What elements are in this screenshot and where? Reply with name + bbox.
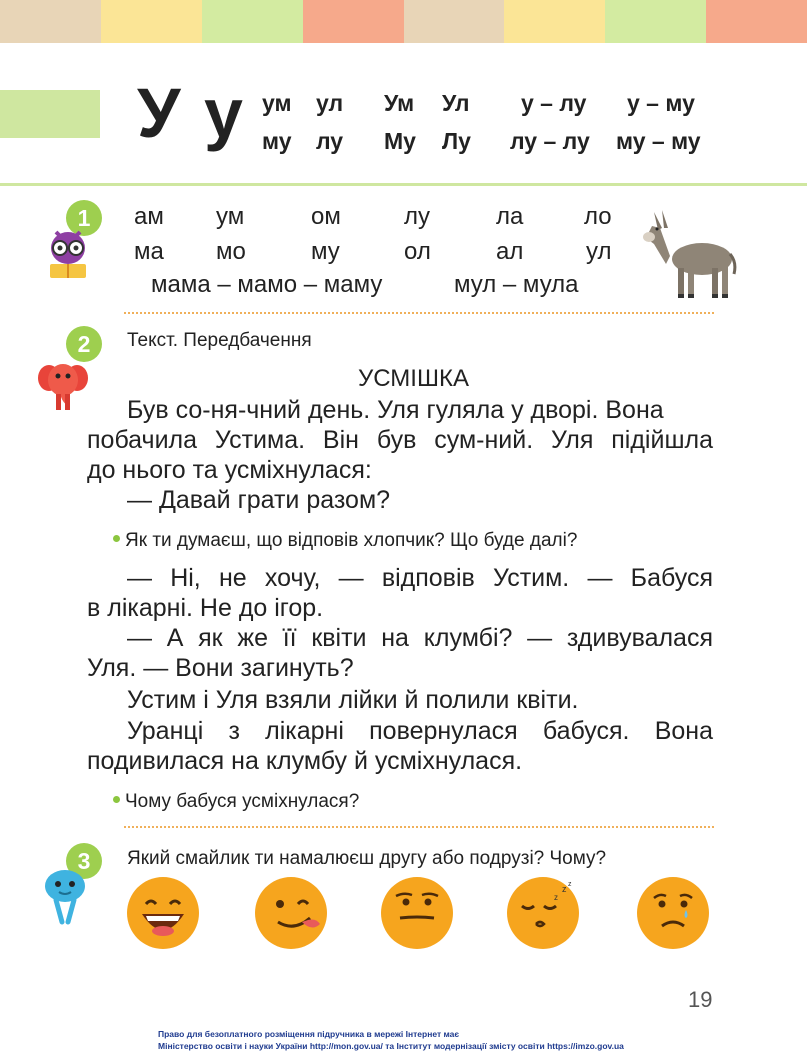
syllable: Му bbox=[384, 128, 416, 154]
story-line: подивилася на клумбу й усміхнулася. bbox=[87, 747, 523, 775]
word-chain: мул – мула bbox=[454, 271, 579, 298]
syllable: ам bbox=[134, 203, 164, 230]
story-line-text: — А як же її квіти на клумбі? — здивувалася bbox=[127, 624, 713, 652]
syllable: у – лу bbox=[521, 90, 587, 116]
neutral-smiley-icon[interactable] bbox=[380, 876, 454, 950]
question-text: Чому бабуся усміхнулася? bbox=[125, 791, 360, 812]
question-line bbox=[113, 530, 577, 552]
footer-line: Право для безоплатного розміщення підручника в мережі Інтернет має bbox=[158, 1029, 460, 1039]
story-line-text: побачила Устима. Він був сум-ний. Уля підійшла bbox=[87, 426, 713, 454]
syllable: ум bbox=[216, 203, 245, 230]
syllable: мо bbox=[216, 238, 246, 265]
syllable: лу bbox=[316, 128, 344, 154]
syllable: ул bbox=[586, 238, 612, 265]
exercise-number: 2 bbox=[66, 326, 102, 362]
story-line bbox=[127, 716, 713, 746]
blue-character-icon bbox=[40, 866, 90, 926]
strip-segment bbox=[605, 0, 706, 43]
syllable: Ул bbox=[442, 90, 470, 116]
red-elephant-character-icon bbox=[36, 354, 90, 414]
strip-segment bbox=[101, 0, 202, 43]
syllable: му bbox=[262, 128, 292, 154]
story-line bbox=[127, 563, 713, 593]
syllable: Ум bbox=[384, 90, 415, 116]
strip-segment bbox=[303, 0, 404, 43]
story-line: Устим і Уля взяли лійки й полили квіти. bbox=[127, 686, 579, 714]
exercise-question: Який смайлик ти намалюєш другу або подрузі? Чому? bbox=[127, 848, 607, 869]
syllable: ал bbox=[496, 238, 524, 265]
laughing-smiley-icon[interactable] bbox=[126, 876, 200, 950]
story-line-text: — Ні, не хочу, — відповів Устим. — Бабуся bbox=[127, 564, 713, 592]
syllable: лу – лу bbox=[510, 128, 590, 154]
story-title: УСМІШКА bbox=[358, 365, 469, 392]
syllable: ом bbox=[311, 203, 341, 230]
story-line-text: Уранці з лікарні повернулася бабуся. Вона bbox=[127, 717, 713, 745]
strip-segment bbox=[0, 0, 101, 43]
story-line: до нього та усміхнулася: bbox=[87, 456, 372, 484]
sad-tear-smiley-icon[interactable] bbox=[636, 876, 710, 950]
bullet-dot bbox=[113, 796, 120, 803]
syllable: лу bbox=[404, 203, 431, 230]
lesson-letters: У у bbox=[137, 74, 245, 152]
question-text: Як ти думаєш, що відповів хлопчик? Що буде далі? bbox=[125, 530, 578, 551]
sleep-z-icon: z bbox=[568, 881, 572, 888]
strip-segment bbox=[404, 0, 505, 43]
header-divider bbox=[0, 183, 807, 186]
question-line bbox=[113, 791, 359, 813]
syllable: ма bbox=[134, 238, 164, 265]
exercise-label: Текст. Передбачення bbox=[127, 330, 312, 351]
story-line: Уля. — Вони загинуть? bbox=[87, 654, 354, 682]
sleep-z-icon: z bbox=[562, 884, 567, 894]
syllable: ол bbox=[404, 238, 431, 265]
exercise-number: 1 bbox=[66, 200, 102, 236]
footer-line: Міністерство освіти і науки України http://mon.gov.ua/ та Інститут модернізації змісту освіти https://imzo.gov.ua bbox=[158, 1041, 624, 1051]
syllable: у – му bbox=[627, 90, 695, 116]
sleeping-smiley-icon[interactable] bbox=[506, 876, 580, 950]
syllable: му bbox=[311, 238, 340, 265]
page-number: 19 bbox=[688, 987, 713, 1012]
syllable: ла bbox=[496, 203, 524, 230]
owl-character-icon bbox=[44, 226, 92, 286]
strip-segment bbox=[706, 0, 807, 43]
story-line: Був со-ня-чний день. Уля гуляла у дворі. Вона bbox=[127, 396, 664, 424]
strip-segment bbox=[202, 0, 303, 43]
top-color-strip bbox=[0, 0, 807, 43]
tongue-out-smiley-icon[interactable] bbox=[254, 876, 328, 950]
sleep-z-icon: z bbox=[554, 893, 558, 902]
syllable: ул bbox=[316, 90, 344, 116]
syllable: Лу bbox=[442, 128, 471, 154]
story-line bbox=[127, 623, 713, 653]
bullet-dot bbox=[113, 535, 120, 542]
header-tab bbox=[0, 90, 100, 138]
syllable: му – му bbox=[616, 128, 701, 154]
story-line: в лікарні. Не до ігор. bbox=[87, 594, 324, 622]
dotted-divider bbox=[124, 312, 714, 314]
syllable: ло bbox=[584, 203, 612, 230]
story-line bbox=[87, 425, 713, 455]
word-chain: мама – мамо – маму bbox=[151, 271, 383, 298]
donkey-illustration bbox=[640, 204, 738, 300]
exercise-number: 3 bbox=[66, 843, 102, 879]
syllable: ум bbox=[262, 90, 292, 116]
story-line: — Давай грати разом? bbox=[127, 486, 391, 514]
dotted-divider bbox=[124, 826, 714, 828]
strip-segment bbox=[504, 0, 605, 43]
